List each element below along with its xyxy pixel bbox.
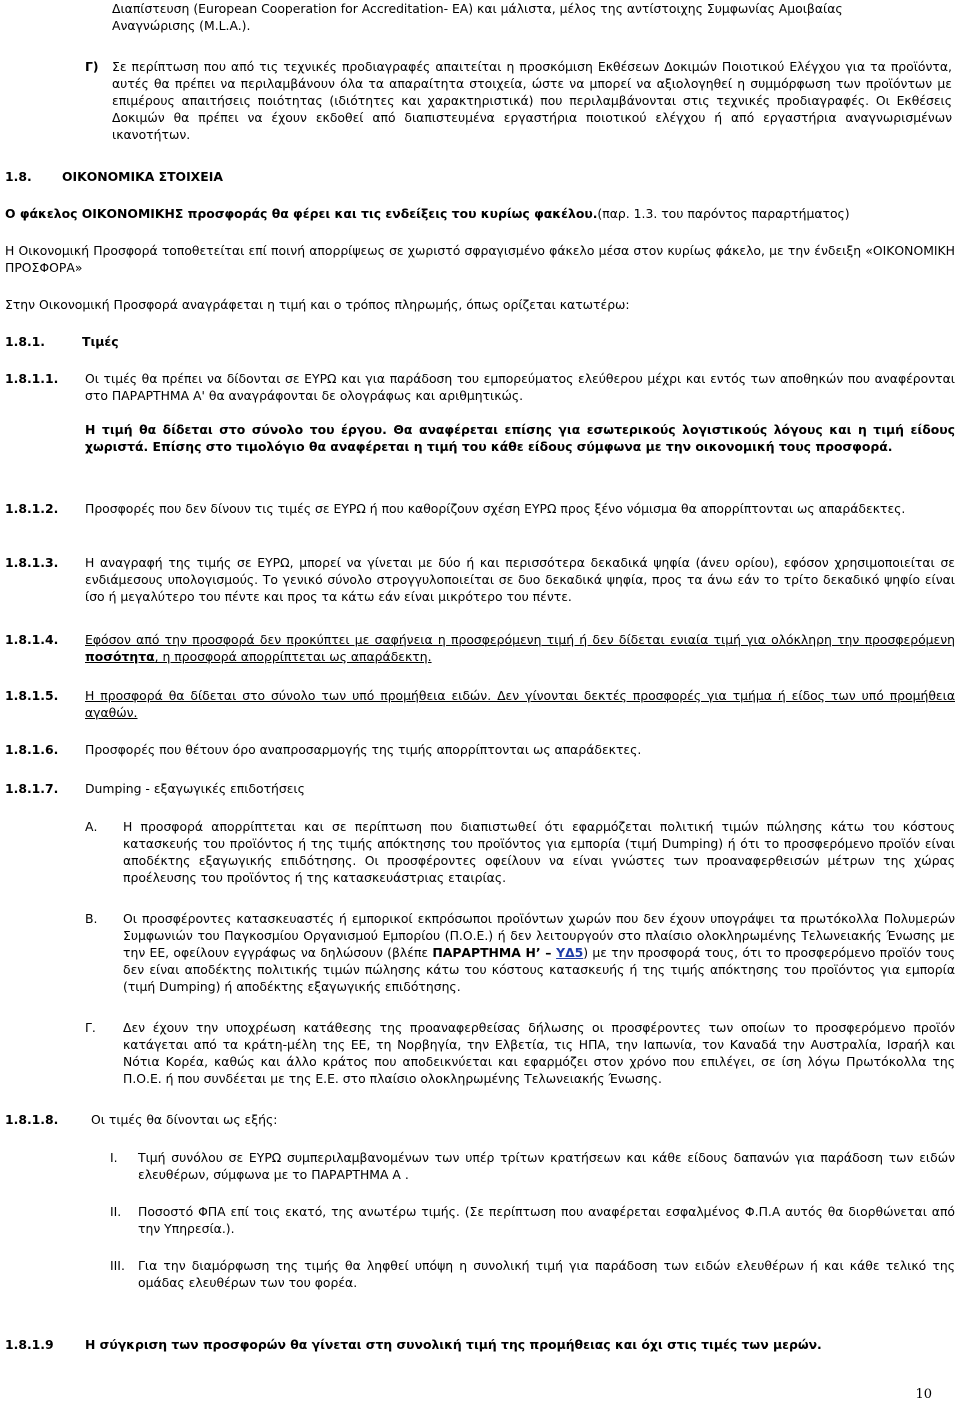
- clause-1-8-1-6: [5, 741, 955, 758]
- item-text: Ποσοστό ΦΠΑ επί τοις εκατό, της ανωτέρω τιμής. (Σε περίπτωση που αναφέρεται εσφαλμένος Φ.Π.Α αυτός θα διορθώνεται από την Υπηρεσία.).: [138, 1204, 955, 1236]
- item-text: Τιμή συνόλου σε ΕΥΡΩ συμπεριλαμβανομένων των υπέρ τρίτων κρατήσεων και κάθε είδους δαπανών για παράδοση των ειδών ελευθέρων, σύμφωνα με το ΠΑΡΑΡΤΗΜΑ Α .: [138, 1150, 955, 1182]
- clause-number: 1.8.1.1.: [5, 371, 59, 386]
- clause-number: 1.8.1.4.: [5, 632, 59, 647]
- envelope-note-rest: (παρ. 1.3. του παρόντος παραρτήματος): [597, 206, 850, 221]
- page-number: 10: [915, 1387, 932, 1402]
- envelope-note-bold: Ο φάκελος ΟΙΚΟΝΟΜΙΚΗΣ προσφοράς θα φέρει και τις ενδείξεις του κυρίως φακέλου.: [5, 206, 598, 221]
- clause-text: Dumping - εξαγωγικές επιδοτήσεις: [85, 781, 305, 796]
- clause-1-8-1-3: [5, 554, 955, 605]
- clause-number: 1.8.1.5.: [5, 688, 59, 703]
- section-title: ΟΙΚΟΝΟΜΙΚΑ ΣΤΟΙΧΕΙΑ: [62, 169, 223, 184]
- clause-1-8-1-8-iii: [110, 1257, 955, 1291]
- paragraph-gamma-label: Γ): [85, 59, 99, 74]
- item-text: Για την διαμόρφωση της τιμής θα ληφθεί υπόψη η συνολική τιμή για παράδοση των ειδών ελευθέρων ή και κάθε τελικό της ομάδας ελευθέρων των του φορέα.: [138, 1258, 955, 1290]
- clause-text: Η αναγραφή της τιμής σε ΕΥΡΩ, μπορεί να γίνεται με δύο ή και περισσότερα δεκαδικά ψηφία (άνευ ορίου), εφόσον χρησιμοποιείται σε ενδιάμεσους υπολογισμούς. Το γενικό σύνολο στρογγυλοποιείται σε δυο δεκαδικά ψηφία, προς τα άνω εάν το τρίτο δεκαδικό ψηφίο είναι ίσο ή μεγαλύτερο του πέντε και προς τα κάτω εάν είναι μικρότερο του πέντε.: [85, 555, 955, 604]
- clause-text-2: , η προσφορά απορρίπτεται ως απαράδεκτη.: [154, 649, 432, 664]
- clause-text: [85, 631, 955, 665]
- item-label: III.: [110, 1258, 125, 1273]
- clause-text: Προσφορές που θέτουν όρο αναπροσαρμογής της τιμής απορρίπτονται ως απαράδεκτες.: [85, 742, 642, 757]
- clause-1-8-1-1: [5, 370, 955, 455]
- clause-number: 1.8.1.2.: [5, 501, 59, 516]
- clause-number: 1.8.1.7.: [5, 781, 59, 796]
- subsection-heading: [5, 333, 305, 350]
- item-label: II.: [110, 1204, 122, 1219]
- paragraph-gamma: [85, 58, 952, 143]
- clause-number: 1.8.1.3.: [5, 555, 59, 570]
- clause-text: Οι τιμές θα πρέπει να δίδονται σε ΕΥΡΩ και για παράδοση του εμπορεύματος ελεύθερου μέχρι και εντός των αποθηκών που αναφέρονται στο ΠΑΡΑΡΤΗΜΑ Α' θα αναγράφονται δε ολογράφως και αριθμητικώς.: [85, 371, 955, 403]
- item-text: Δεν έχουν την υποχρέωση κατάθεσης της προαναφερθείσας δήλωσης οι προσφέροντες των οποίων το προσφερόμενο προϊόν κατάγεται από τα κράτη-μέλη της ΕΕ, τη Νορβηγία, την Ελβετία, τις ΗΠΑ, την Ιαπωνία, τον Καναδά την Αυστραλία, Ισραήλ και Νότια Κορέα, καθώς και άλλο κράτος που αποδεικνύεται και εφαρμόζει στον χρόνο που επιλέγει, σε ίση λόγω Πρωτόκολλα της Π.Ο.Ε. ή που συνδέεται με της Ε.Ε. στο πλαίσιο ολοκληρωμένης Τελωνειακής Ένωσης.: [123, 1020, 955, 1086]
- clause-1-8-1-7-b: [85, 910, 955, 995]
- intro-line-1: Διαπίστευση (European Cooperation for Accreditation- EA) και μάλιστα, μέλος της αντίστοιχης Συμφωνίας Αμοιβαίας: [112, 1, 843, 16]
- clause-text: Οι τιμές θα δίνονται ως εξής:: [91, 1112, 278, 1127]
- clause-1-8-1-7-a: [85, 818, 955, 886]
- clause-1-8-1-2: [5, 500, 955, 517]
- item-text-2: ) με την προσφορά τους, ότι το προσφερόμενο προϊόν τους δεν είναι αποδέκτης πολιτικής τιμών πώλησης κάτω του κόστους κατασκευής ή της τιμής απόκτησης του προϊόντος για εμπορία (τιμή Dumping) ή αποδέκτης εξαγωγικής επιδότησης.: [123, 945, 955, 994]
- clause-1-8-1-5: [5, 687, 955, 721]
- clause-text-bold: ποσότητα: [85, 649, 155, 664]
- clause-text: Η προσφορά θα δίδεται στο σύνολο των υπό προμήθεια ειδών. Δεν γίνονται δεκτές προσφορές για τμήμα ή είδος των υπό προμήθεια αγαθών.: [85, 688, 955, 720]
- clause-1-8-1-8: [5, 1111, 955, 1128]
- item-text: Η προσφορά απορρίπτεται και σε περίπτωση που διαπιστωθεί ότι εφαρμόζεται πολιτική τιμών πώλησης κάτω του κόστους κατασκευής του προϊόντος ή της τιμής απόκτησης του προϊόντος για εμπορία (τιμή Dumping) ή ότι το προσφερόμενο προϊόν είναι αποδέκτης εξαγωγικής επιδότησης. Οι προσφέροντες οφείλουν να είναι γνώστες των προαναφερθεισών μέτρων της χώρας προέλευσης του προϊόντος ή της κατασκευάστριας εταιρίας.: [123, 819, 955, 885]
- clause-1-8-1-8-i: [110, 1149, 955, 1183]
- item-label: Β.: [85, 911, 98, 926]
- subsection-title: Τιμές: [82, 334, 119, 349]
- paragraph-financial-offer: Η Οικονομική Προσφορά τοποθετείται επί ποινή απορρίψεως σε χωριστό σφραγισμένο φάκελο μέσα στον κυρίως φάκελο, με την ένδειξη «ΟΙΚΟΝΟΜΙΚΗ ΠΡΟΣΦΟΡΑ»: [5, 243, 955, 275]
- clause-text: Η σύγκριση των προσφορών θα γίνεται στη συνολική τιμή της προμήθειας και όχι στις τιμές των μερών.: [85, 1337, 822, 1352]
- clause-1-8-1-8-ii: [110, 1203, 955, 1237]
- subsection-number: 1.8.1.: [5, 334, 45, 349]
- clause-text-1: Εφόσον από την προσφορά δεν προκύπτει με σαφήνεια η προσφερόμενη τιμή ή δεν δίδεται ενιαία τιμή για ολόκληρη την προσφερόμενη: [85, 632, 955, 647]
- clause-1-8-1-7: [5, 780, 955, 797]
- section-number: 1.8.: [5, 169, 32, 184]
- clause-1-8-1-9: [5, 1336, 955, 1353]
- intro-line-2: Αναγνώρισης (M.L.A.).: [112, 18, 251, 33]
- annex-link[interactable]: ΥΔ5: [556, 945, 584, 960]
- envelope-note: [5, 205, 955, 222]
- item-text-1: Οι προσφέροντες κατασκευαστές ή εμπορικοί εκπρόσωποι προϊόντων χωρών που δεν έχουν υπογράψει τα πρωτόκολλα Πολυμερών Συμφωνιών του Παγκοσμίου Οργανισμού Εμπορίου (Π.Ο.Ε.) ή δεν λειτουργούν στο πλαίσιο ολοκληρωμένης Τελωνειακής Ένωσης με την ΕΕ, οφείλουν εγγράφως να δηλώσουν (βλέπε: [123, 911, 955, 960]
- item-label: I.: [110, 1150, 118, 1165]
- item-text-bold: ΠΑΡΑΡΤΗΜΑ Η’ –: [432, 945, 557, 960]
- item-label: Γ.: [85, 1020, 96, 1035]
- clause-1-8-1-4: [5, 631, 955, 665]
- section-heading: [5, 168, 223, 185]
- paragraph-gamma-text: [112, 58, 952, 143]
- clause-number: 1.8.1.9: [5, 1337, 54, 1352]
- item-text: [123, 910, 955, 995]
- paragraph-price-method: Στην Οικονομική Προσφορά αναγράφεται η τιμή και ο τρόπος πληρωμής, όπως ορίζεται κατωτέρω:: [5, 297, 630, 312]
- clause-1-8-1-7-c: [85, 1019, 955, 1087]
- clause-number: 1.8.1.6.: [5, 742, 59, 757]
- clause-number: 1.8.1.8.: [5, 1112, 59, 1127]
- clause-text: Προσφορές που δεν δίνουν τις τιμές σε ΕΥΡΩ ή που καθορίζουν σχέση ΕΥΡΩ προς ξένο νόμισμα θα απορρίπτονται ως απαράδεκτες.: [85, 501, 906, 516]
- paragraph-gamma-text-1: Σε περίπτωση που από τις τεχνικές προδιαγραφές απαιτείται η προσκόμιση Εκθέσεων Δοκιμών Ποιοτικού Ελέγχου για τα προϊόντα, αυτές θα πρέπει να περιλαμβάνουν όλα τα απαραίτητα στοιχεία, ώστε να μπορεί να αξιολογηθεί η συμμόρφωση των προϊόντων με επιμέρους απαιτήσεις ποιότητας (ιδιότητες και χαρακτηριστικά) που περιλαμβάνονται στις τεχνικές προδιαγραφές.: [112, 59, 952, 108]
- paragraph-gamma-text-2: Οι Εκθέσεις Δοκιμών θα πρέπει να έχουν εκδοθεί από διαπιστευμένα εργαστήρια ποιοτικού ελέγχου ή από εργαστήρια αναγνωρισμένων ικανοτήτων.: [112, 93, 952, 142]
- item-label: Α.: [85, 819, 98, 834]
- clause-bold-text: Η τιμή θα δίδεται στο σύνολο του έργου. Θα αναφέρεται επίσης για εσωτερικούς λογιστικούς λόγους και η τιμή είδους χωριστά. Επίσης στο τιμολόγιο θα αναφέρεται η τιμή του κάθε είδους σύμφωνα με την οικονομική τους προσφορά.: [85, 422, 955, 454]
